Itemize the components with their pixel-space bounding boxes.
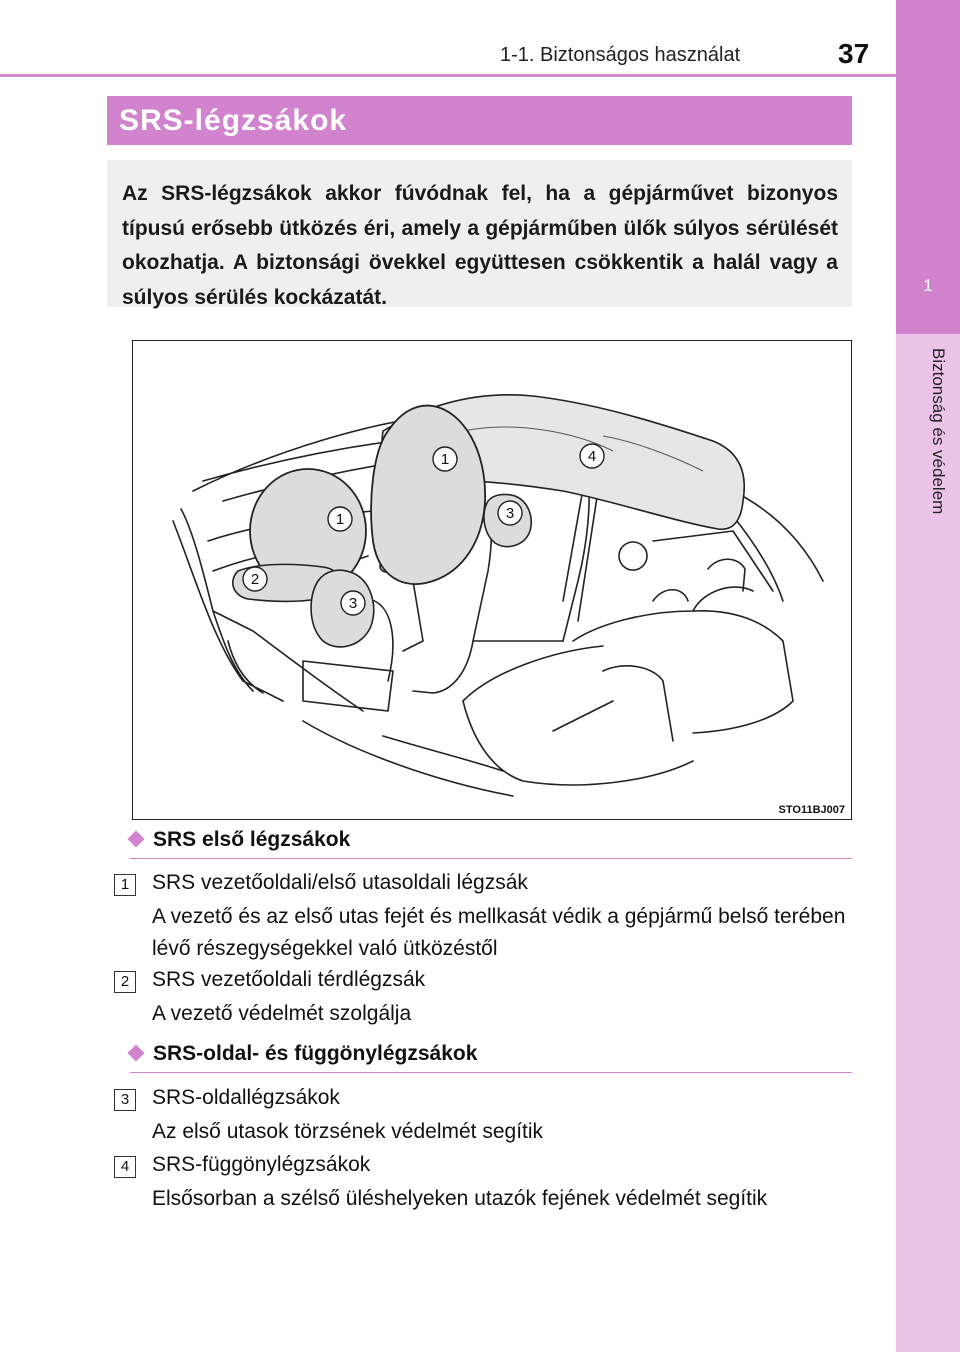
- item-number: 1: [114, 874, 136, 896]
- item-description: Az első utasok törzsének védelmét segítik: [152, 1120, 544, 1143]
- callout-3-driver-side: [341, 591, 365, 615]
- item-description: Elsősorban a szélső üléshelyeken utazók fejének védelmét segítik: [152, 1187, 768, 1210]
- callout-4-curtain: [580, 444, 604, 468]
- header-rule: [0, 74, 896, 77]
- item-title: SRS-oldallégzsákok: [152, 1086, 340, 1109]
- svg-text:3: 3: [505, 505, 515, 522]
- callout-1-driver: [328, 507, 352, 531]
- diamond-bullet-icon: [128, 1045, 145, 1062]
- callout-3-passenger-side: [498, 501, 522, 525]
- car-interior-drawing: [133, 341, 851, 819]
- intro-box: [107, 160, 852, 307]
- svg-text:1: 1: [440, 451, 450, 468]
- subsection-heading-text: SRS első légzsákok: [153, 828, 351, 851]
- svg-text:1: 1: [335, 511, 345, 528]
- subsection-rule: [130, 1072, 852, 1073]
- item-description: A vezető és az első utas fejét és mellkasát védik a gépjármű belső terében lévő részegységekkel való ütközéstől: [152, 905, 846, 960]
- subsection-heading-text: SRS-oldal- és függönylégzsákok: [153, 1042, 478, 1065]
- item-number: 2: [114, 971, 136, 993]
- svg-text:3: 3: [348, 595, 358, 612]
- subsection-rule: [130, 858, 852, 859]
- item-title: SRS-függönylégzsákok: [152, 1153, 371, 1176]
- airbag-illustration: [132, 340, 852, 820]
- callout-1-passenger: [433, 447, 457, 471]
- running-header: 1-1. Biztonságos használat: [500, 44, 741, 66]
- item-description: A vezető védelmét szolgálja: [152, 1002, 412, 1025]
- side-tab-number: 1: [923, 276, 933, 295]
- callout-2-knee: [243, 567, 267, 591]
- item-title: SRS vezetőoldali térdlégzsák: [152, 968, 426, 991]
- side-tab-label: Biztonság és védelem: [929, 348, 948, 515]
- figure-code: STO11BJ007: [778, 804, 845, 816]
- subsection-heading-side-curtain: [130, 1042, 477, 1066]
- subsection-heading-front: [130, 828, 350, 852]
- section-title: SRS-légzsákok: [119, 104, 348, 137]
- diamond-bullet-icon: [128, 831, 145, 848]
- item-title: SRS vezetőoldali/első utasoldali légzsák: [152, 871, 528, 894]
- section-banner: [107, 96, 852, 145]
- page-number: 37: [838, 38, 870, 69]
- svg-text:2: 2: [250, 571, 260, 588]
- item-number: 4: [114, 1156, 136, 1178]
- intro-text: Az SRS-légzsákok akkor fúvódnak fel, ha a gépjárművet bizonyos típusú erősebb ütközés éri, amely a gépjárműben ülők súlyos sérülését okozhatja. A biztonsági övekkel együttesen csökkentik a halál vagy a súlyos sérülés kockázatát.: [122, 182, 838, 309]
- svg-text:4: 4: [587, 448, 597, 465]
- item-number: 3: [114, 1089, 136, 1111]
